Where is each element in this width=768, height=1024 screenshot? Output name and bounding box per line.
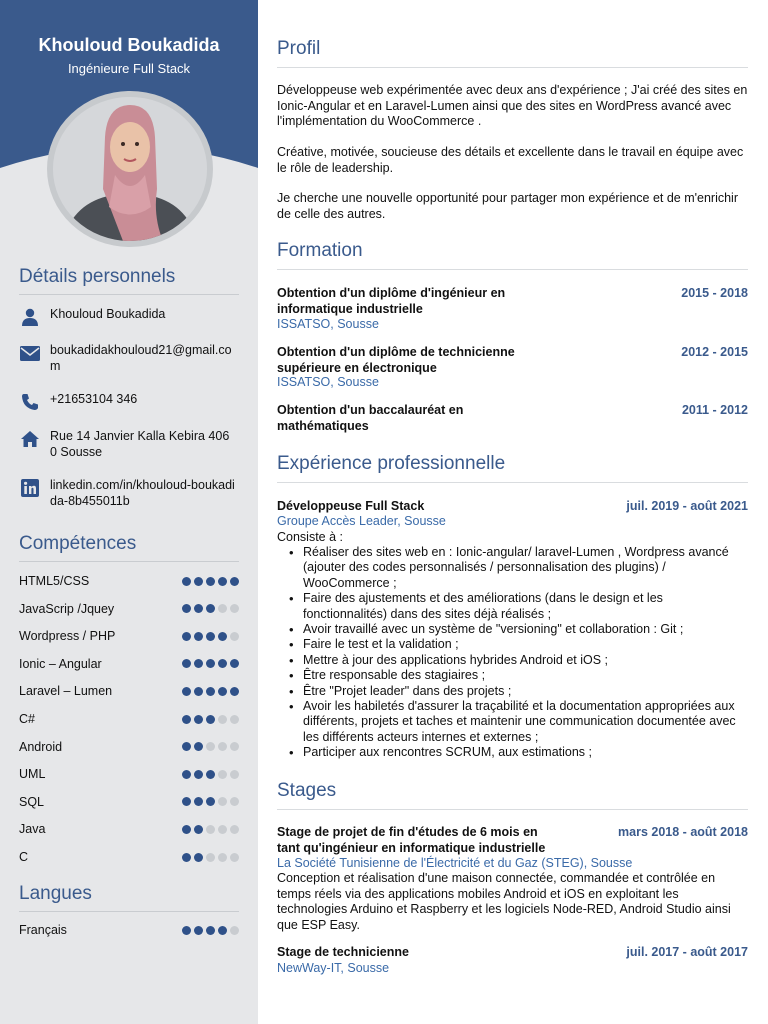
skill-row: [19, 739, 239, 755]
experience-bullet: • Faire le test et la validation ;: [287, 637, 748, 652]
skill-name: Laravel – Lumen: [19, 684, 113, 699]
personal-details-section: [19, 266, 239, 295]
rating-dot-icon: [206, 797, 215, 806]
rating-dot-icon: [182, 715, 191, 724]
rating-dot-icon: [230, 659, 239, 668]
rating-dot-icon: [182, 770, 191, 779]
language-row: [19, 922, 239, 938]
rating-dot-icon: [206, 770, 215, 779]
skill-name: JavaScrip /Jquey: [19, 601, 115, 616]
skills-section: [19, 533, 239, 562]
experience-bullet: • Être responsable des stagiaires ;: [287, 668, 748, 683]
rating-dot-icon: [194, 825, 203, 834]
linkedin-text: linkedin.com/in/khouloud-boukadida-8b455011b: [50, 478, 235, 508]
rating-dot-icon: [206, 742, 215, 751]
skill-row: [19, 766, 239, 782]
rating-dot-icon: [218, 926, 227, 935]
education-heading: Formation: [277, 240, 748, 270]
skill-row: [19, 601, 239, 617]
avatar-illustration: [53, 97, 207, 241]
internship-title-1: Stage de projet de fin d'études de 6 mois en tant qu'ingénieur en informatique industrielle: [277, 825, 546, 855]
rating-dot-icon: [194, 926, 203, 935]
skill-name: UML: [19, 767, 46, 782]
personal-item-address: [19, 428, 239, 460]
profile-paragraph-1: Développeuse web expérimentée avec deux ans d'expérience ; J'ai créé des sites en Ionic-Angular et en Laravel-Lumen ainsi que des sites en WordPress avancé avec l'implémentation du WooCommerce .: [277, 83, 748, 128]
skill-row: [19, 849, 239, 865]
experience-heading: Expérience professionnelle: [277, 453, 748, 483]
rating-dot-icon: [182, 632, 191, 641]
personal-item-linkedin[interactable]: [19, 477, 239, 509]
internship-org-1: La Société Tunisienne de l'Électricité et du Gaz (STEG), Sousse: [277, 856, 633, 870]
rating-dot-icon: [206, 604, 215, 613]
rating-dot-icon: [182, 797, 191, 806]
skill-rating: [179, 577, 239, 586]
rating-dot-icon: [218, 604, 227, 613]
education-org-1: ISSATSO, Sousse: [277, 317, 379, 331]
rating-dot-icon: [206, 577, 215, 586]
skill-rating: [179, 604, 239, 613]
rating-dot-icon: [194, 577, 203, 586]
candidate-title: Ingénieure Full Stack: [67, 61, 191, 76]
rating-dot-icon: [194, 715, 203, 724]
phone-text: +21653104 346: [50, 392, 138, 406]
skill-rating: [179, 687, 239, 696]
experience-title-1: Développeuse Full Stack: [277, 499, 425, 513]
rating-dot-icon: [194, 770, 203, 779]
rating-dot-icon: [206, 825, 215, 834]
education-date-1: 2015 - 2018: [681, 286, 748, 300]
internship-title-2: Stage de technicienne: [277, 945, 409, 959]
experience-bullet: • Avoir travaillé avec un système de "versioning" et collaboration : Git ;: [287, 622, 748, 637]
rating-dot-icon: [194, 797, 203, 806]
experience-bullet: • Faire des ajustements et des améliorations (dans le design et les fonctionnalités) dans des sites déjà réalisés ;: [287, 591, 748, 622]
rating-dot-icon: [218, 577, 227, 586]
candidate-name: Khouloud Boukadida: [38, 35, 220, 55]
rating-dot-icon: [230, 926, 239, 935]
internship-date-2: juil. 2017 - août 2017: [626, 945, 748, 959]
rating-dot-icon: [230, 825, 239, 834]
skill-name: C#: [19, 712, 35, 726]
rating-dot-icon: [218, 632, 227, 641]
rating-dot-icon: [230, 604, 239, 613]
internship-org-2: NewWay-IT, Sousse: [277, 961, 390, 975]
languages-section: [19, 883, 239, 912]
rating-dot-icon: [206, 632, 215, 641]
education-org-2: ISSATSO, Sousse: [277, 375, 379, 389]
rating-dot-icon: [230, 770, 239, 779]
phone-icon: [19, 391, 41, 413]
experience-bullet-list: [287, 545, 748, 761]
rating-dot-icon: [218, 659, 227, 668]
skill-rating: [179, 797, 239, 806]
rating-dot-icon: [182, 577, 191, 586]
rating-dot-icon: [206, 926, 215, 935]
skill-name: Java: [19, 822, 46, 837]
personal-details-list: [19, 306, 239, 516]
skill-name: SQL: [19, 794, 45, 809]
rating-dot-icon: [182, 926, 191, 935]
rating-dot-icon: [218, 797, 227, 806]
education-title-2: Obtention d'un diplôme de technicienne supérieure en électronique: [277, 345, 515, 375]
experience-bullet: • Être "Projet leader" dans des projets ;: [287, 684, 748, 699]
experience-bullet: • Réaliser des sites web en : Ionic-angular/ laravel-Lumen , Wordpress avancé (ajouter des codes personnalisés / personnalisation des plugins) / WooCommerce ;: [287, 545, 748, 591]
skill-row: [19, 573, 239, 589]
skill-rating: [179, 742, 239, 751]
rating-dot-icon: [218, 742, 227, 751]
rating-dot-icon: [230, 742, 239, 751]
sidebar: [0, 0, 258, 1024]
rating-dot-icon: [194, 659, 203, 668]
profile-heading: Profil: [277, 38, 748, 68]
skill-rating: [179, 632, 239, 641]
languages-list: [19, 922, 239, 952]
rating-dot-icon: [194, 632, 203, 641]
internships-heading: Stages: [277, 780, 748, 810]
language-name: Français: [19, 923, 67, 937]
experience-bullet: • Mettre à jour des applications hybrides Android et iOS ;: [287, 653, 748, 668]
experience-intro-1: Consiste à :: [277, 530, 344, 544]
skills-heading: Compétences: [19, 533, 239, 562]
personal-item-email[interactable]: [19, 342, 239, 374]
skill-row: [19, 821, 239, 837]
rating-dot-icon: [218, 687, 227, 696]
experience-bullet: • Participer aux rencontres SCRUM, aux estimations ;: [287, 745, 748, 760]
education-date-3: 2011 - 2012: [681, 403, 748, 417]
skill-row: [19, 628, 239, 644]
rating-dot-icon: [218, 825, 227, 834]
experience-date-1: juil. 2019 - août 2021: [626, 499, 748, 513]
rating-dot-icon: [206, 687, 215, 696]
skill-rating: [179, 825, 239, 834]
address-text: Rue 14 Janvier Kalla Kebira 4060 Sousse: [50, 429, 230, 459]
rating-dot-icon: [206, 715, 215, 724]
person-icon: [19, 306, 41, 328]
rating-dot-icon: [218, 770, 227, 779]
home-icon: [19, 428, 41, 450]
rating-dot-icon: [194, 604, 203, 613]
skills-list: [19, 573, 239, 873]
rating-dot-icon: [230, 853, 239, 862]
language-rating: [179, 926, 239, 935]
skill-row: [19, 794, 239, 810]
rating-dot-icon: [206, 659, 215, 668]
personal-item-name: [19, 306, 239, 328]
rating-dot-icon: [182, 687, 191, 696]
skill-name: C: [19, 850, 29, 864]
experience-bullet: • Avoir les habiletés d'assurer la traçabilité et la documentation appropriées aux différents, projets et taches et maintenir une communication documentée avec les différents acteurs internes et externes ;: [287, 699, 748, 745]
skill-rating: [179, 853, 239, 862]
profile-paragraph-2: Créative, motivée, soucieuse des détails et excellente dans le travail en équipe avec le rôle de leadership.: [277, 145, 744, 175]
rating-dot-icon: [182, 659, 191, 668]
skill-rating: [179, 770, 239, 779]
skill-row: [19, 711, 239, 727]
personal-name-text: Khouloud Boukadida: [50, 307, 166, 321]
skill-name: Wordpress / PHP: [19, 629, 116, 644]
rating-dot-icon: [218, 715, 227, 724]
education-title-3: Obtention d'un baccalauréat en mathématiques: [277, 403, 464, 433]
personal-item-phone[interactable]: [19, 391, 239, 413]
rating-dot-icon: [194, 853, 203, 862]
experience-org-1: Groupe Accès Leader, Sousse: [277, 514, 446, 528]
rating-dot-icon: [230, 687, 239, 696]
skill-rating: [179, 715, 239, 724]
rating-dot-icon: [182, 604, 191, 613]
rating-dot-icon: [230, 632, 239, 641]
rating-dot-icon: [182, 825, 191, 834]
skill-rating: [179, 659, 239, 668]
profile-paragraph-3: Je cherche une nouvelle opportunité pour partager mon expérience et de m'enrichir de celle des autres.: [277, 191, 738, 221]
profile-photo: [47, 91, 213, 247]
linkedin-icon: [19, 477, 41, 499]
rating-dot-icon: [182, 853, 191, 862]
skill-row: [19, 656, 239, 672]
rating-dot-icon: [194, 687, 203, 696]
education-date-2: 2012 - 2015: [681, 345, 748, 359]
skill-name: HTML5/CSS: [19, 574, 90, 588]
rating-dot-icon: [230, 577, 239, 586]
internship-date-1: mars 2018 - août 2018: [618, 825, 748, 839]
rating-dot-icon: [230, 797, 239, 806]
skill-name: Android: [19, 739, 63, 754]
education-title-1: Obtention d'un diplôme d'ingénieur en informatique industrielle: [277, 286, 506, 316]
internship-desc-1: Conception et réalisation d'une maison connectée, commandée et contrôlée en temps réels via des applications mobiles Android et iOS en exploitant les technologies Arduino et Raspberry et les logiciels Node-RED, Android Studio ainsi que ESP Easy.: [277, 871, 731, 932]
skill-name: Ionic – Angular: [19, 656, 102, 671]
personal-details-heading: Détails personnels: [19, 266, 239, 295]
languages-heading: Langues: [19, 883, 239, 912]
skill-row: [19, 683, 239, 699]
rating-dot-icon: [182, 742, 191, 751]
rating-dot-icon: [218, 853, 227, 862]
rating-dot-icon: [230, 715, 239, 724]
mail-icon: [19, 342, 41, 364]
rating-dot-icon: [206, 853, 215, 862]
email-text: boukadidakhouloud21@gmail.com: [50, 343, 232, 373]
rating-dot-icon: [194, 742, 203, 751]
